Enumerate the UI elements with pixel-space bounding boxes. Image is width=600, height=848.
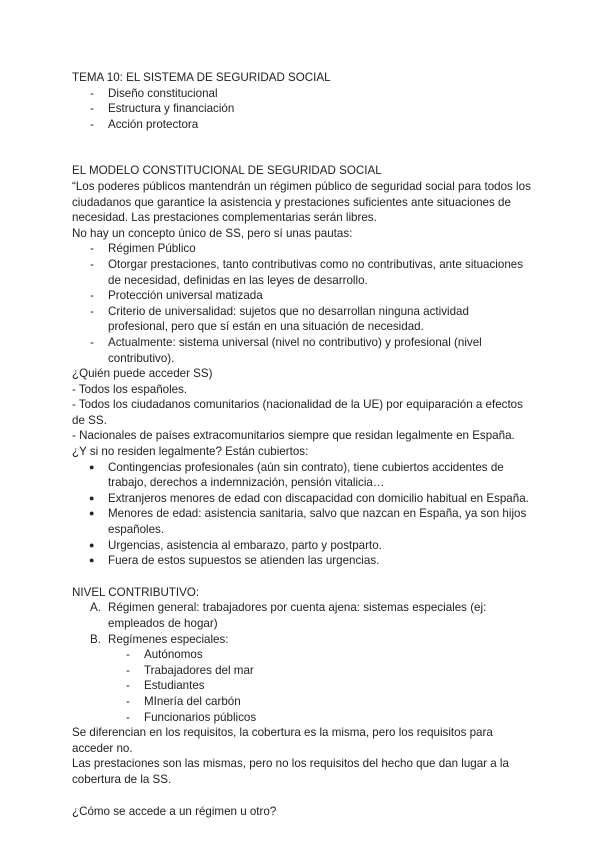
document-content: [72, 70, 532, 819]
list-item-text: Régimen general: trabajadores por cuenta ajena: sistemas especiales (ej: empleados de hogar): [108, 601, 487, 630]
pautas-intro: No hay un concepto único de SS, pero sí unas pautas:: [72, 226, 353, 240]
list-item: ● Menores de edad: asistencia sanitaria, salvo que nazcan en España, ya son hijos españoles.: [72, 506, 532, 537]
page-title: TEMA 10: EL SISTEMA DE SEGURIDAD SOCIAL: [72, 71, 331, 84]
special-regimes-list: [108, 647, 532, 725]
access-line: - Nacionales de países extracomunitarios siempre que residan legalmente en España. ¿Y si no residen legalmente? Están cubiertos:: [72, 429, 515, 459]
list-item: [72, 600, 532, 631]
access-question: ¿Quién puede acceder SS): [72, 367, 213, 381]
outline-item: - Acción protectora: [72, 117, 532, 133]
paragraph: Se diferencian en los requisitos, la cobertura es la misma, pero los requisitos para acceder no.: [72, 726, 493, 755]
list-item: [72, 632, 532, 648]
list-item: - Funcionarios públicos: [108, 710, 532, 726]
list-item: - Autónomos: [108, 647, 532, 663]
regimen-list: [72, 600, 532, 647]
paragraph: Las prestaciones son las mismas, pero no los requisitos del hecho que dan lugar a la cobertura de la SS.: [72, 757, 509, 786]
pautas-list: [72, 241, 532, 366]
outline-item: - Estructura y financiación: [72, 101, 532, 117]
constitution-quote: “Los poderes públicos mantendrán un régimen público de seguridad social para todos los ciudadanos que garantice la asistencia y prestaciones suficientes ante situaciones de necesidad. Las prestaciones complementarias serán libres.: [72, 179, 531, 225]
list-item: - Criterio de universalidad: sujetos que no desarrollan ninguna actividad profesional, pero que sí están en una situación de necesidad.: [72, 304, 532, 335]
list-item: - Actualmente: sistema universal (nivel no contributivo) y profesional (nivel contributivo).: [72, 335, 532, 366]
access-line: - Todos los ciudadanos comunitarios (nacionalidad de la UE) por equiparación a efectos de SS.: [72, 398, 523, 427]
outline-item: - Diseño constitucional: [72, 86, 532, 102]
list-item-text: Regímenes especiales:: [108, 632, 229, 646]
list-item: - Otorgar prestaciones, tanto contributivas como no contributivas, ante situaciones de necesidad, definidas en las leyes de desarrollo.: [72, 257, 532, 288]
list-marker: A.: [90, 601, 101, 615]
access-line: - Todos los españoles.: [72, 382, 188, 396]
list-item: ● Fuera de estos supuestos se atienden las urgencias.: [72, 553, 532, 569]
list-item: ● Extranjeros menores de edad con discapacidad con domicilio habitual en España.: [72, 491, 532, 507]
outline-list: [72, 86, 532, 133]
list-item: - Régimen Público: [72, 241, 532, 257]
list-item: - Estudiantes: [108, 678, 532, 694]
list-item: - Trabajadores del mar: [108, 663, 532, 679]
list-item: ● Urgencias, asistencia al embarazo, parto y postparto.: [72, 538, 532, 554]
section-heading: EL MODELO CONSTITUCIONAL DE SEGURIDAD SOCIAL: [72, 164, 382, 178]
section-heading: NIVEL CONTRIBUTIVO:: [72, 585, 200, 599]
covered-list: [72, 460, 532, 569]
list-item: - MInería del carbón: [108, 694, 532, 710]
final-question: ¿Cómo se accede a un régimen u otro?: [72, 804, 277, 818]
list-marker: B.: [90, 632, 101, 646]
list-item: ● Contingencias profesionales (aún sin contrato), tiene cubiertos accidentes de trabajo, derechos a indemnización, pensión vitalicia…: [72, 460, 532, 491]
list-item: - Protección universal matizada: [72, 288, 532, 304]
